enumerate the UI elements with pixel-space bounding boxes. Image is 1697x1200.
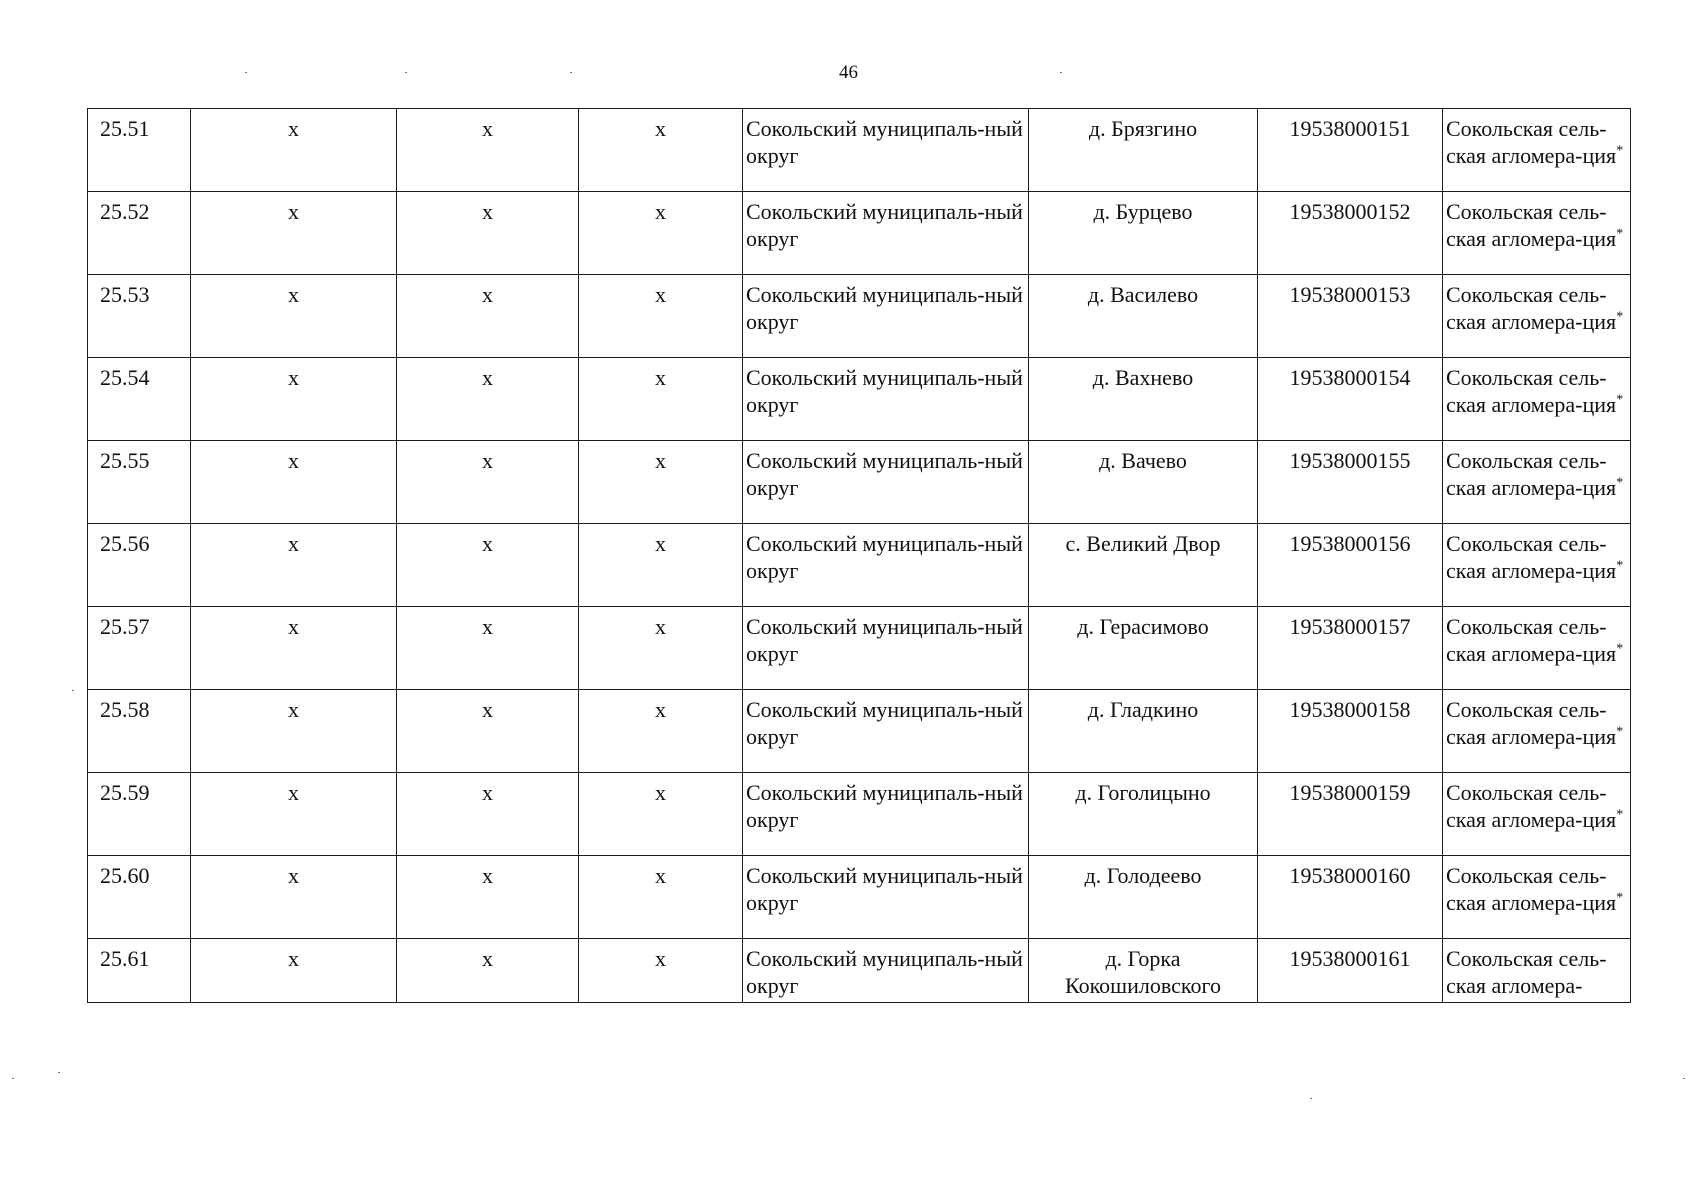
table-row	[88, 773, 1631, 856]
footnote-mark: *	[1616, 475, 1624, 491]
table-row	[88, 524, 1631, 607]
cell-x-text: x	[655, 365, 666, 390]
cell-locality-text: д. Горка Кокошиловского	[1065, 946, 1221, 998]
row-number	[88, 856, 191, 939]
cell-agglomeration	[1443, 524, 1631, 607]
cell-agglomeration	[1443, 939, 1631, 1003]
cell-x	[397, 275, 579, 358]
cell-locality	[1029, 939, 1258, 1003]
cell-district-text: Сокольский муниципаль-ный округ	[746, 863, 1023, 915]
cell-code	[1258, 939, 1443, 1003]
row-number-text: 25.60	[100, 863, 150, 888]
cell-district-text: Сокольский муниципаль-ный округ	[746, 116, 1023, 168]
cell-locality	[1029, 773, 1258, 856]
cell-x-text: x	[655, 116, 666, 141]
cell-x-text: x	[482, 531, 493, 556]
cell-code-text: 19538000161	[1289, 946, 1411, 971]
table-body	[88, 109, 1631, 1003]
cell-x-text: x	[482, 697, 493, 722]
cell-x	[191, 939, 397, 1003]
cell-agglomeration	[1443, 773, 1631, 856]
cell-x-text: x	[288, 946, 299, 971]
cell-district	[743, 524, 1029, 607]
cell-agglomeration	[1443, 856, 1631, 939]
cell-x-text: x	[655, 282, 666, 307]
cell-locality-text: с. Великий Двор	[1065, 531, 1221, 556]
cell-x	[397, 358, 579, 441]
cell-x	[191, 109, 397, 192]
cell-x-text: x	[288, 531, 299, 556]
row-number-text: 25.59	[100, 780, 150, 805]
footnote-mark: *	[1616, 890, 1624, 906]
cell-x	[579, 192, 743, 275]
cell-code-text: 19538000151	[1289, 116, 1411, 141]
scan-speck	[12, 1078, 14, 1079]
cell-x-text: x	[288, 614, 299, 639]
cell-x-text: x	[655, 614, 666, 639]
scan-speck	[570, 72, 572, 73]
cell-district-text: Сокольский муниципаль-ный округ	[746, 199, 1023, 251]
cell-agglomeration	[1443, 607, 1631, 690]
cell-district	[743, 275, 1029, 358]
footnote-mark: *	[1616, 558, 1624, 574]
row-number	[88, 192, 191, 275]
row-number-text: 25.53	[100, 282, 150, 307]
cell-locality-text: д. Василево	[1087, 282, 1199, 307]
cell-district-text: Сокольский муниципаль-ный округ	[746, 697, 1023, 749]
cell-locality	[1029, 192, 1258, 275]
cell-agglomeration	[1443, 109, 1631, 192]
cell-x-text: x	[482, 282, 493, 307]
scan-speck	[1683, 1078, 1685, 1079]
cell-district	[743, 607, 1029, 690]
cell-code-text: 19538000154	[1289, 365, 1411, 390]
cell-x-text: x	[655, 863, 666, 888]
cell-x	[397, 773, 579, 856]
table-row	[88, 109, 1631, 192]
cell-agglomeration-text: Сокольская сель-ская агломера-ция	[1446, 199, 1617, 251]
cell-code-text: 19538000158	[1289, 697, 1411, 722]
cell-code-text: 19538000156	[1289, 531, 1411, 556]
cell-x	[579, 441, 743, 524]
cell-code	[1258, 358, 1443, 441]
cell-x-text: x	[655, 199, 666, 224]
cell-district-text: Сокольский муниципаль-ный округ	[746, 946, 1023, 998]
row-number-text: 25.61	[100, 946, 150, 971]
cell-x	[191, 192, 397, 275]
scan-speck	[405, 72, 407, 73]
cell-x-text: x	[288, 199, 299, 224]
table-row	[88, 275, 1631, 358]
cell-x-text: x	[655, 531, 666, 556]
cell-code-text: 19538000153	[1289, 282, 1411, 307]
cell-code	[1258, 441, 1443, 524]
scan-speck	[245, 72, 247, 73]
cell-locality	[1029, 524, 1258, 607]
cell-x-text: x	[288, 282, 299, 307]
cell-locality-text: д. Герасимово	[1077, 614, 1209, 639]
cell-x	[579, 773, 743, 856]
cell-district-text: Сокольский муниципаль-ный округ	[746, 614, 1023, 666]
row-number	[88, 939, 191, 1003]
cell-locality	[1029, 856, 1258, 939]
cell-locality-text: д. Бурцево	[1093, 199, 1193, 224]
cell-x-text: x	[288, 116, 299, 141]
row-number	[88, 441, 191, 524]
cell-x	[191, 275, 397, 358]
footnote-mark: *	[1616, 807, 1624, 823]
cell-agglomeration-text: Сокольская сель-ская агломера-ция	[1446, 365, 1617, 417]
cell-x-text: x	[482, 448, 493, 473]
cell-agglomeration-text: Сокольская сель-ская агломера-ция	[1446, 780, 1617, 832]
cell-x	[397, 690, 579, 773]
row-number-text: 25.54	[100, 365, 150, 390]
cell-x-text: x	[482, 863, 493, 888]
cell-code	[1258, 690, 1443, 773]
table-row	[88, 607, 1631, 690]
cell-x	[191, 690, 397, 773]
cell-code	[1258, 773, 1443, 856]
row-number	[88, 109, 191, 192]
cell-x	[579, 275, 743, 358]
cell-district-text: Сокольский муниципаль-ный округ	[746, 531, 1023, 583]
cell-district	[743, 690, 1029, 773]
cell-district	[743, 358, 1029, 441]
cell-locality-text: д. Вахнево	[1092, 365, 1194, 390]
cell-x	[191, 607, 397, 690]
cell-x-text: x	[482, 199, 493, 224]
cell-agglomeration-text: Сокольская сель-ская агломера-ция	[1446, 116, 1617, 168]
cell-code-text: 19538000159	[1289, 780, 1411, 805]
cell-code	[1258, 192, 1443, 275]
cell-x	[397, 607, 579, 690]
table-row	[88, 358, 1631, 441]
cell-x	[579, 607, 743, 690]
footnote-mark: *	[1616, 309, 1624, 325]
table-row	[88, 856, 1631, 939]
cell-district	[743, 109, 1029, 192]
row-number-text: 25.52	[100, 199, 150, 224]
cell-code	[1258, 607, 1443, 690]
scan-speck	[72, 690, 74, 691]
cell-agglomeration	[1443, 192, 1631, 275]
cell-x-text: x	[288, 448, 299, 473]
cell-locality-text: д. Гладкино	[1087, 697, 1199, 722]
cell-code-text: 19538000155	[1289, 448, 1411, 473]
scan-speck	[1310, 1098, 1312, 1099]
cell-x	[397, 441, 579, 524]
row-number-text: 25.55	[100, 448, 150, 473]
row-number-text: 25.57	[100, 614, 150, 639]
cell-x	[191, 773, 397, 856]
table-row	[88, 939, 1631, 1003]
cell-locality	[1029, 690, 1258, 773]
cell-agglomeration	[1443, 690, 1631, 773]
cell-x	[397, 192, 579, 275]
row-number	[88, 690, 191, 773]
cell-locality	[1029, 441, 1258, 524]
cell-code-text: 19538000160	[1289, 863, 1411, 888]
cell-locality	[1029, 275, 1258, 358]
cell-x	[191, 524, 397, 607]
cell-x	[579, 690, 743, 773]
scan-speck	[58, 1072, 60, 1073]
cell-agglomeration-text: Сокольская сель-ская агломера-	[1446, 946, 1607, 998]
cell-x-text: x	[288, 780, 299, 805]
cell-code	[1258, 524, 1443, 607]
cell-x-text: x	[482, 365, 493, 390]
row-number-text: 25.56	[100, 531, 150, 556]
cell-agglomeration-text: Сокольская сель-ская агломера-ция	[1446, 531, 1617, 583]
row-number	[88, 358, 191, 441]
cell-agglomeration-text: Сокольская сель-ская агломера-ция	[1446, 614, 1617, 666]
cell-agglomeration	[1443, 441, 1631, 524]
cell-agglomeration-text: Сокольская сель-ская агломера-ция	[1446, 282, 1617, 334]
cell-locality-text: д. Гоголицыно	[1075, 780, 1211, 805]
cell-code-text: 19538000157	[1289, 614, 1411, 639]
row-number	[88, 275, 191, 358]
table-row	[88, 690, 1631, 773]
cell-district-text: Сокольский муниципаль-ный округ	[746, 365, 1023, 417]
cell-x	[579, 358, 743, 441]
cell-x	[397, 939, 579, 1003]
row-number	[88, 607, 191, 690]
table-row	[88, 192, 1631, 275]
table-row	[88, 441, 1631, 524]
footnote-mark: *	[1616, 392, 1624, 408]
cell-agglomeration-text: Сокольская сель-ская агломера-ция	[1446, 448, 1617, 500]
cell-x	[579, 524, 743, 607]
page-number: 46	[839, 62, 858, 83]
cell-x-text: x	[288, 863, 299, 888]
footnote-mark: *	[1616, 143, 1624, 159]
cell-x-text: x	[655, 780, 666, 805]
cell-x-text: x	[288, 365, 299, 390]
cell-x-text: x	[288, 697, 299, 722]
footnote-mark: *	[1616, 724, 1624, 740]
cell-code	[1258, 109, 1443, 192]
row-number-text: 25.58	[100, 697, 150, 722]
cell-district	[743, 939, 1029, 1003]
cell-district-text: Сокольский муниципаль-ный округ	[746, 780, 1023, 832]
cell-x-text: x	[655, 697, 666, 722]
cell-code-text: 19538000152	[1289, 199, 1411, 224]
cell-locality	[1029, 109, 1258, 192]
cell-agglomeration-text: Сокольская сель-ская агломера-ция	[1446, 863, 1617, 915]
cell-locality-text: д. Вачево	[1099, 448, 1187, 473]
footnote-mark: *	[1616, 226, 1624, 242]
footnote-mark: *	[1616, 641, 1624, 657]
row-number-text: 25.51	[100, 116, 150, 141]
cell-x-text: x	[482, 116, 493, 141]
cell-x	[191, 856, 397, 939]
cell-x	[579, 856, 743, 939]
cell-x	[397, 524, 579, 607]
cell-x	[579, 939, 743, 1003]
cell-district	[743, 773, 1029, 856]
cell-agglomeration	[1443, 275, 1631, 358]
row-number	[88, 773, 191, 856]
row-number	[88, 524, 191, 607]
cell-code	[1258, 856, 1443, 939]
cell-locality-text: д. Брязгино	[1088, 116, 1198, 141]
cell-x	[397, 856, 579, 939]
cell-x-text: x	[482, 780, 493, 805]
cell-district-text: Сокольский муниципаль-ный округ	[746, 448, 1023, 500]
cell-district-text: Сокольский муниципаль-ный округ	[746, 282, 1023, 334]
scan-speck	[1060, 72, 1062, 73]
cell-x	[397, 109, 579, 192]
cell-agglomeration	[1443, 358, 1631, 441]
cell-x	[579, 109, 743, 192]
cell-district	[743, 856, 1029, 939]
cell-locality-text: д. Голодеево	[1084, 863, 1202, 888]
cell-x-text: x	[482, 614, 493, 639]
cell-x	[191, 441, 397, 524]
cell-locality	[1029, 607, 1258, 690]
cell-x-text: x	[655, 946, 666, 971]
cell-x	[191, 358, 397, 441]
cell-district	[743, 441, 1029, 524]
cell-x-text: x	[655, 448, 666, 473]
cell-code	[1258, 275, 1443, 358]
cell-locality	[1029, 358, 1258, 441]
settlements-table	[87, 108, 1631, 1003]
cell-agglomeration-text: Сокольская сель-ская агломера-ция	[1446, 697, 1617, 749]
cell-district	[743, 192, 1029, 275]
cell-x-text: x	[482, 946, 493, 971]
